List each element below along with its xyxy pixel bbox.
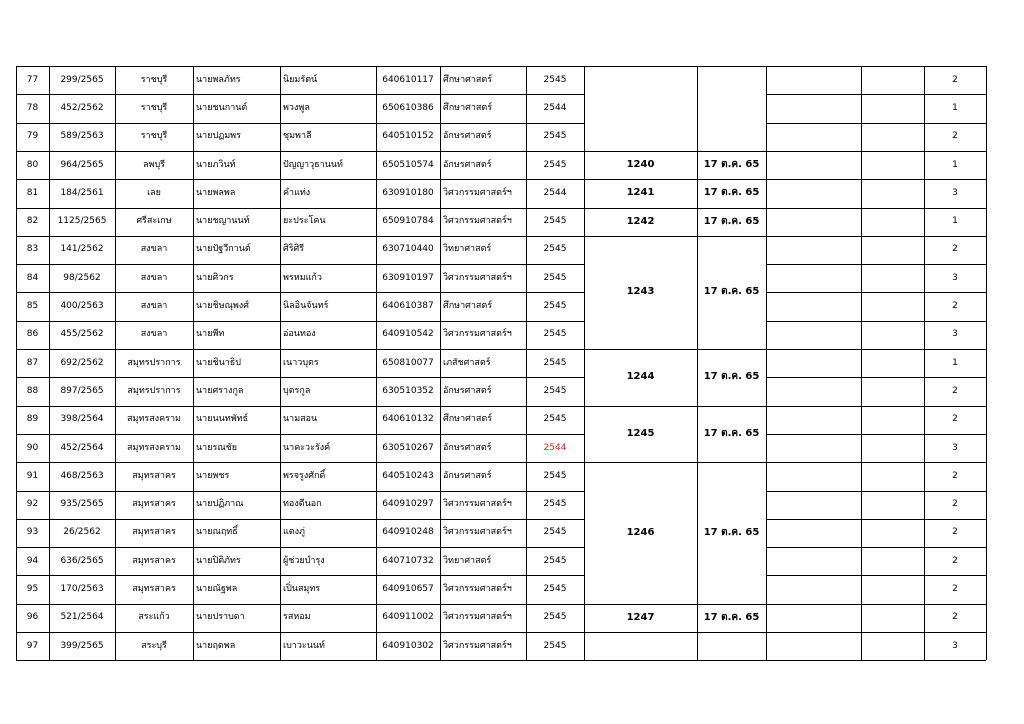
cell-student-id: 630910180 — [382, 187, 434, 198]
cell-last-name: ผู้ช่วยบำรุง — [283, 555, 325, 566]
row-divider — [766, 575, 986, 576]
group-date: 17 ต.ค. 65 — [703, 187, 760, 199]
cell-year: 2545 — [543, 612, 567, 623]
row-divider — [16, 406, 584, 407]
row-divider — [766, 491, 986, 492]
cell-row-number: 88 — [26, 385, 39, 396]
row-divider — [766, 632, 986, 633]
cell-last-name: นาคะวะรังค์ — [283, 442, 331, 453]
row-divider — [16, 491, 584, 492]
cell-last-name: เปิ่นสมุทร — [283, 584, 321, 595]
cell-student-id: 640910657 — [382, 584, 434, 595]
cell-last-name: เบาวะนนท์ — [283, 640, 325, 651]
column-divider — [440, 66, 441, 660]
cell-count: 2 — [952, 244, 958, 255]
row-divider — [16, 349, 584, 350]
cell-first-name: นายพลภัทร — [196, 74, 241, 85]
enrollment-table — [16, 66, 986, 660]
row-divider — [16, 519, 584, 520]
cell-last-name: นามสอน — [283, 414, 318, 425]
cell-student-id: 640910542 — [382, 329, 434, 340]
cell-student-id: 650910784 — [382, 216, 434, 227]
cell-first-name: นายศิวกร — [196, 272, 234, 283]
cell-student-id: 640510243 — [382, 470, 434, 481]
cell-year: 2545 — [543, 584, 567, 595]
group-code: 1241 — [626, 187, 655, 199]
group-code: 1247 — [626, 611, 655, 623]
cell-reference-number: 964/2565 — [60, 159, 104, 170]
cell-year: 2545 — [543, 244, 567, 255]
cell-first-name: นายปฏิภาณ — [196, 499, 244, 510]
cell-last-name: นิลอินจันทร์ — [283, 301, 329, 312]
cell-first-name: นายปัฐวีกานต์ — [196, 244, 251, 255]
cell-count: 2 — [952, 612, 958, 623]
cell-province: ศรีสะเกษ — [136, 216, 172, 227]
cell-count: 2 — [952, 470, 958, 481]
cell-row-number: 83 — [26, 244, 39, 255]
cell-last-name: เนาวบุตร — [283, 357, 319, 368]
cell-faculty: วิศวกรรมศาสตร์ฯ — [443, 216, 512, 227]
cell-count: 3 — [952, 640, 958, 651]
cell-count: 1 — [952, 102, 958, 113]
cell-faculty: วิศวกรรมศาสตร์ฯ — [443, 527, 512, 538]
group-date: 17 ต.ค. 65 — [703, 215, 760, 227]
cell-row-number: 85 — [26, 301, 39, 312]
cell-first-name: นายนนทพัทธ์ — [196, 414, 249, 425]
row-divider — [766, 236, 986, 237]
cell-row-number: 96 — [26, 612, 39, 623]
group-date: 17 ต.ค. 65 — [703, 286, 760, 298]
cell-year: 2545 — [543, 555, 567, 566]
group-code — [584, 66, 697, 151]
cell-year: 2545 — [543, 74, 567, 85]
cell-reference-number: 935/2565 — [60, 499, 104, 510]
cell-row-number: 86 — [26, 329, 39, 340]
cell-year: 2545 — [543, 131, 567, 142]
row-divider — [766, 208, 986, 209]
group-date: 17 ต.ค. 65 — [703, 526, 760, 538]
group-code: 1242 — [626, 215, 655, 227]
cell-row-number: 97 — [26, 640, 39, 651]
row-divider — [16, 264, 584, 265]
cell-row-number: 87 — [26, 357, 39, 368]
cell-reference-number: 452/2562 — [60, 102, 104, 113]
row-divider — [766, 519, 986, 520]
cell-year: 2545 — [543, 329, 567, 340]
cell-row-number: 94 — [26, 555, 39, 566]
cell-last-name: ยะประโคน — [283, 216, 326, 227]
cell-row-number: 80 — [26, 159, 39, 170]
cell-year: 2544 — [543, 442, 567, 453]
cell-row-number: 95 — [26, 584, 39, 595]
cell-last-name: นิยมรัตน์ — [283, 74, 318, 85]
cell-first-name: นายฤดพล — [196, 640, 236, 651]
column-divider — [986, 66, 987, 660]
column-divider — [49, 66, 50, 660]
row-divider — [16, 604, 584, 605]
cell-student-id: 640910297 — [382, 499, 434, 510]
cell-student-id: 640911002 — [382, 612, 434, 623]
cell-row-number: 78 — [26, 102, 39, 113]
cell-count: 2 — [952, 499, 958, 510]
cell-province: สมุทรปราการ — [127, 385, 181, 396]
cell-year: 2545 — [543, 301, 567, 312]
cell-row-number: 89 — [26, 414, 39, 425]
cell-faculty: วิศวกรรมศาสตร์ฯ — [443, 612, 512, 623]
cell-faculty: อักษรศาสตร์ — [443, 159, 492, 170]
cell-count: 2 — [952, 555, 958, 566]
cell-province: ราชบุรี — [140, 102, 168, 113]
cell-faculty: ศึกษาศาสตร์ — [443, 102, 493, 113]
row-divider — [16, 632, 584, 633]
cell-faculty: อักษรศาสตร์ — [443, 442, 492, 453]
row-divider — [766, 179, 986, 180]
cell-row-number: 90 — [26, 442, 39, 453]
cell-first-name: นายณัฐพล — [196, 584, 238, 595]
row-divider — [766, 151, 986, 152]
group-divider — [584, 406, 766, 407]
group-divider — [584, 66, 766, 67]
cell-faculty: วิศวกรรมศาสตร์ฯ — [443, 329, 512, 340]
cell-last-name: บุตรกูล — [283, 385, 311, 396]
cell-first-name: นายชิษณุพงศ์ — [196, 301, 249, 312]
cell-count: 2 — [952, 301, 958, 312]
cell-reference-number: 398/2564 — [60, 414, 104, 425]
row-divider — [16, 434, 584, 435]
row-divider — [16, 462, 584, 463]
cell-year: 2545 — [543, 159, 567, 170]
cell-faculty: อักษรศาสตร์ — [443, 470, 492, 481]
cell-year: 2545 — [543, 414, 567, 425]
column-divider — [115, 66, 116, 660]
cell-province: ราชบุรี — [140, 74, 168, 85]
group-divider — [584, 208, 766, 209]
cell-reference-number: 399/2565 — [60, 640, 104, 651]
cell-first-name: นายรณชัย — [196, 442, 238, 453]
row-divider — [16, 236, 584, 237]
group-date — [697, 66, 766, 151]
group-divider — [584, 349, 766, 350]
cell-student-id: 650810077 — [382, 357, 434, 368]
cell-first-name: นายพชร — [196, 470, 230, 481]
cell-row-number: 77 — [26, 74, 39, 85]
column-divider — [697, 66, 698, 660]
cell-reference-number: 299/2565 — [60, 74, 104, 85]
cell-count: 2 — [952, 385, 958, 396]
row-divider — [16, 94, 584, 95]
cell-province: สมุทรสาคร — [132, 499, 176, 510]
cell-reference-number: 636/2565 — [60, 555, 104, 566]
group-code: 1243 — [626, 286, 655, 298]
row-divider — [766, 349, 986, 350]
row-divider — [766, 660, 986, 661]
cell-count: 2 — [952, 584, 958, 595]
cell-first-name: นายณฤทธิ์ — [196, 527, 238, 538]
group-divider — [584, 462, 766, 463]
cell-reference-number: 170/2563 — [60, 584, 104, 595]
cell-reference-number: 692/2562 — [60, 357, 104, 368]
row-divider — [766, 604, 986, 605]
cell-last-name: คำแท่ง — [283, 187, 311, 198]
cell-student-id: 650610386 — [382, 102, 434, 113]
cell-first-name: นายปิติภัทร — [196, 555, 241, 566]
cell-year: 2544 — [543, 187, 567, 198]
cell-first-name: นายชินาธิป — [196, 357, 241, 368]
row-divider — [766, 321, 986, 322]
cell-reference-number: 1125/2565 — [57, 216, 107, 227]
cell-reference-number: 184/2561 — [60, 187, 104, 198]
cell-student-id: 640610117 — [382, 74, 434, 85]
cell-province: ราชบุรี — [140, 131, 168, 142]
row-divider — [766, 547, 986, 548]
cell-student-id: 640610387 — [382, 301, 434, 312]
group-date: 17 ต.ค. 65 — [703, 159, 760, 171]
cell-province: สงขลา — [140, 244, 168, 255]
cell-reference-number: 521/2564 — [60, 612, 104, 623]
group-date — [697, 632, 766, 660]
cell-reference-number: 400/2563 — [60, 301, 104, 312]
cell-reference-number: 455/2562 — [60, 329, 104, 340]
cell-faculty: ศึกษาศาสตร์ — [443, 414, 493, 425]
cell-row-number: 79 — [26, 131, 39, 142]
cell-reference-number: 141/2562 — [60, 244, 104, 255]
cell-count: 3 — [952, 329, 958, 340]
cell-year: 2545 — [543, 385, 567, 396]
row-divider — [16, 292, 584, 293]
cell-count: 1 — [952, 216, 958, 227]
cell-reference-number: 26/2562 — [63, 527, 101, 538]
column-divider — [766, 66, 767, 660]
group-code: 1240 — [626, 159, 655, 171]
group-divider — [584, 151, 766, 152]
cell-row-number: 93 — [26, 527, 39, 538]
cell-province: สมุทรสงคราม — [127, 414, 181, 425]
cell-last-name: พรจรูงศักดิ์ — [283, 470, 326, 481]
cell-last-name: อ่อนทอง — [283, 329, 316, 340]
row-divider — [766, 264, 986, 265]
group-code: 1246 — [626, 526, 655, 538]
row-divider — [766, 434, 986, 435]
cell-count: 2 — [952, 131, 958, 142]
column-divider — [16, 66, 17, 660]
cell-student-id: 640910248 — [382, 527, 434, 538]
cell-last-name: ศิริศิรี — [283, 244, 305, 255]
row-divider — [766, 377, 986, 378]
cell-faculty: วิทยาศาสตร์ — [443, 244, 492, 255]
column-divider — [193, 66, 194, 660]
column-divider — [526, 66, 527, 660]
column-divider — [861, 66, 862, 660]
cell-reference-number: 98/2562 — [63, 272, 101, 283]
cell-province: สงขลา — [140, 272, 168, 283]
group-date: 17 ต.ค. 65 — [703, 371, 760, 383]
cell-last-name: ทองดีนอก — [283, 499, 322, 510]
column-divider — [280, 66, 281, 660]
cell-last-name: ชุมพาลี — [283, 131, 312, 142]
group-code: 1244 — [626, 371, 655, 383]
group-date: 17 ต.ค. 65 — [703, 427, 760, 439]
row-divider — [766, 406, 986, 407]
cell-faculty: วิทยาศาสตร์ — [443, 555, 492, 566]
cell-province: สมุทรปราการ — [127, 357, 181, 368]
cell-count: 3 — [952, 272, 958, 283]
cell-year: 2545 — [543, 499, 567, 510]
cell-faculty: เภสัชศาสตร์ — [443, 357, 491, 368]
cell-year: 2544 — [543, 102, 567, 113]
cell-year: 2545 — [543, 470, 567, 481]
cell-faculty: อักษรศาสตร์ — [443, 131, 492, 142]
group-code — [584, 632, 697, 660]
cell-year: 2545 — [543, 640, 567, 651]
cell-province: สระบุรี — [141, 640, 167, 651]
row-divider — [16, 123, 584, 124]
row-divider — [766, 462, 986, 463]
group-divider — [584, 632, 766, 633]
cell-faculty: ศึกษาศาสตร์ — [443, 74, 493, 85]
cell-first-name: นายพีท — [196, 329, 225, 340]
cell-faculty: วิศวกรรมศาสตร์ฯ — [443, 584, 512, 595]
cell-first-name: นายชญานนท์ — [196, 216, 250, 227]
cell-row-number: 91 — [26, 470, 39, 481]
cell-province: สมุทรสาคร — [132, 555, 176, 566]
cell-row-number: 92 — [26, 499, 39, 510]
cell-province: สมุทรสาคร — [132, 584, 176, 595]
cell-faculty: อักษรศาสตร์ — [443, 385, 492, 396]
cell-province: สมุทรสงคราม — [127, 442, 181, 453]
group-divider — [584, 179, 766, 180]
cell-count: 2 — [952, 527, 958, 538]
cell-count: 3 — [952, 442, 958, 453]
cell-count: 2 — [952, 74, 958, 85]
row-divider — [16, 179, 584, 180]
cell-faculty: วิศวกรรมศาสตร์ฯ — [443, 187, 512, 198]
column-divider — [924, 66, 925, 660]
cell-province: สมุทรสาคร — [132, 527, 176, 538]
cell-student-id: 650510574 — [382, 159, 434, 170]
cell-student-id: 640910302 — [382, 640, 434, 651]
column-divider — [376, 66, 377, 660]
cell-province: สมุทรสาคร — [132, 470, 176, 481]
cell-row-number: 82 — [26, 216, 39, 227]
group-code: 1245 — [626, 427, 655, 439]
cell-last-name: พวงพูล — [283, 102, 310, 113]
row-divider — [16, 547, 584, 548]
row-divider — [766, 292, 986, 293]
row-divider — [16, 151, 584, 152]
cell-student-id: 630510352 — [382, 385, 434, 396]
cell-first-name: นายชนกานต์ — [196, 102, 248, 113]
cell-province: สงขลา — [140, 329, 168, 340]
cell-year: 2545 — [543, 272, 567, 283]
cell-province: สงขลา — [140, 301, 168, 312]
cell-first-name: นายพลพล — [196, 187, 236, 198]
column-divider — [584, 66, 585, 660]
cell-province: ลพบุรี — [143, 159, 165, 170]
cell-last-name: ปัญญาวุธานนท์ — [283, 159, 343, 170]
cell-row-number: 84 — [26, 272, 39, 283]
cell-count: 1 — [952, 159, 958, 170]
cell-province: สระแก้ว — [138, 612, 170, 623]
cell-student-id: 640610132 — [382, 414, 434, 425]
row-divider — [16, 377, 584, 378]
cell-reference-number: 468/2563 — [60, 470, 104, 481]
cell-student-id: 630910197 — [382, 272, 434, 283]
group-divider — [584, 604, 766, 605]
cell-faculty: ศึกษาศาสตร์ — [443, 301, 493, 312]
group-divider — [584, 660, 766, 661]
group-divider — [584, 236, 766, 237]
row-divider — [16, 208, 584, 209]
group-date: 17 ต.ค. 65 — [703, 611, 760, 623]
cell-faculty: วิศวกรรมศาสตร์ฯ — [443, 640, 512, 651]
cell-first-name: นายศรางกูล — [196, 385, 244, 396]
row-divider — [16, 66, 584, 67]
cell-first-name: นายปราบดา — [196, 612, 245, 623]
cell-student-id: 640510152 — [382, 131, 434, 142]
row-divider — [766, 66, 986, 67]
cell-reference-number: 452/2564 — [60, 442, 104, 453]
cell-row-number: 81 — [26, 187, 39, 198]
row-divider — [16, 321, 584, 322]
cell-last-name: รสหอม — [283, 612, 311, 623]
cell-province: เลย — [147, 187, 161, 198]
cell-faculty: วิศวกรรมศาสตร์ฯ — [443, 272, 512, 283]
cell-faculty: วิศวกรรมศาสตร์ฯ — [443, 499, 512, 510]
cell-student-id: 630510267 — [382, 442, 434, 453]
cell-year: 2545 — [543, 216, 567, 227]
cell-count: 3 — [952, 187, 958, 198]
cell-count: 2 — [952, 414, 958, 425]
row-divider — [16, 575, 584, 576]
row-divider — [16, 660, 584, 661]
row-divider — [766, 94, 986, 95]
cell-first-name: นายภวินท์ — [196, 159, 236, 170]
cell-last-name: แตงภู่ — [283, 527, 305, 538]
cell-year: 2545 — [543, 527, 567, 538]
cell-student-id: 630710440 — [382, 244, 434, 255]
cell-year: 2545 — [543, 357, 567, 368]
cell-reference-number: 589/2563 — [60, 131, 104, 142]
cell-count: 1 — [952, 357, 958, 368]
cell-first-name: นายปฏมพร — [196, 131, 241, 142]
row-divider — [766, 123, 986, 124]
cell-student-id: 640710732 — [382, 555, 434, 566]
cell-last-name: พรหมแก้ว — [283, 272, 322, 283]
cell-reference-number: 897/2565 — [60, 385, 104, 396]
